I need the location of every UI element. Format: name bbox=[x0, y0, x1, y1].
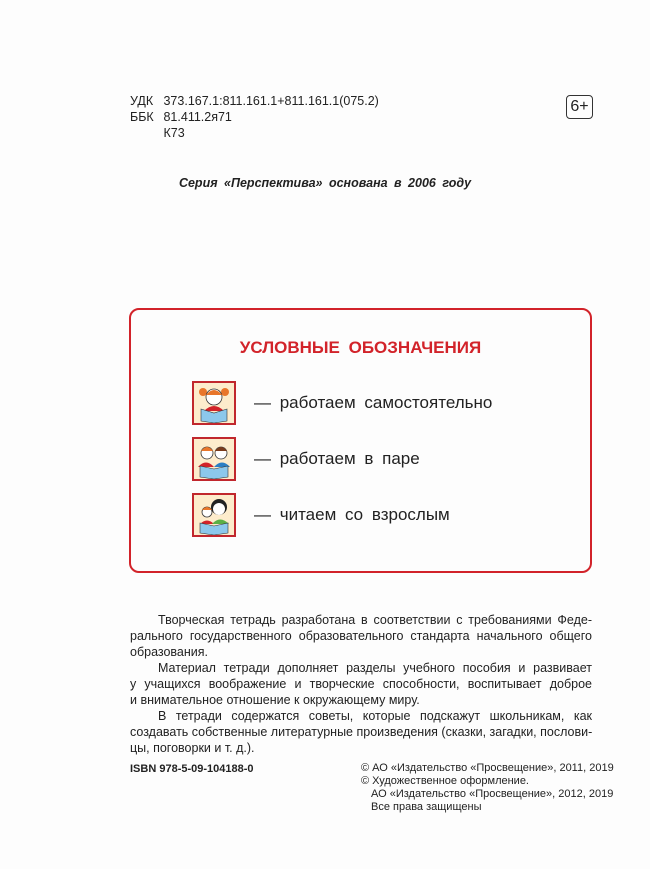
child-with-adult-reading-icon bbox=[192, 493, 236, 537]
text-line: у учащихся воображение и творческие способности, воспитывает доброе bbox=[130, 677, 592, 691]
isbn: ISBN 978-5-09-104188-0 bbox=[130, 763, 254, 775]
legend-label: — работаем самостоятельно bbox=[254, 393, 493, 412]
text-line: Материал тетради дополняет разделы учебного пособия и развивает bbox=[158, 661, 592, 675]
text-line: Творческая тетрадь разработана в соответствии с требованиями Феде- bbox=[158, 613, 592, 627]
bbk-value: 81.411.2я71 bbox=[163, 110, 232, 124]
udk-value: 373.167.1:811.161.1+811.161.1(075.2) bbox=[163, 94, 379, 108]
series-note: Серия «Перспектива» основана в 2006 году bbox=[178, 176, 472, 190]
text-line: образования. bbox=[130, 645, 208, 659]
description bbox=[130, 612, 592, 756]
text-line: создавать собственные литературные произведения (сказки, загадки, послови- bbox=[130, 725, 593, 739]
bbk-label: ББК bbox=[130, 110, 154, 124]
legend-label: — работаем в паре bbox=[254, 449, 420, 468]
copyright-line: © АО «Издательство «Просвещение», 2011, 2019 bbox=[361, 762, 614, 774]
legend-title: УСЛОВНЫЕ ОБОЗНАЧЕНИЯ bbox=[239, 338, 482, 357]
legend-label: — читаем со взрослым bbox=[254, 505, 450, 524]
classification-block bbox=[130, 93, 379, 141]
legend-box bbox=[129, 308, 592, 573]
legend-item bbox=[192, 381, 492, 425]
copyright bbox=[361, 762, 614, 814]
text-line: рального государственного образовательного стандарта начального общего bbox=[130, 629, 592, 643]
legend-item bbox=[192, 437, 420, 481]
text-line: цы, поговорки и т. д.). bbox=[130, 741, 255, 755]
two-children-reading-icon bbox=[192, 437, 236, 481]
author-mark: К73 bbox=[163, 126, 185, 140]
legend-item bbox=[192, 493, 450, 537]
copyright-line: АО «Издательство «Просвещение», 2012, 2019 bbox=[371, 788, 614, 800]
copyright-line: Все права защищены bbox=[371, 801, 482, 813]
age-rating-badge: 6+ bbox=[566, 95, 593, 119]
child-reading-icon bbox=[192, 381, 236, 425]
text-line: В тетради содержатся советы, которые подскажут школьникам, как bbox=[158, 709, 592, 723]
text-line: и внимательное отношение к окружающему миру. bbox=[130, 693, 420, 707]
copyright-line: © Художественное оформление. bbox=[361, 775, 529, 787]
udk-label: УДК bbox=[130, 94, 154, 108]
